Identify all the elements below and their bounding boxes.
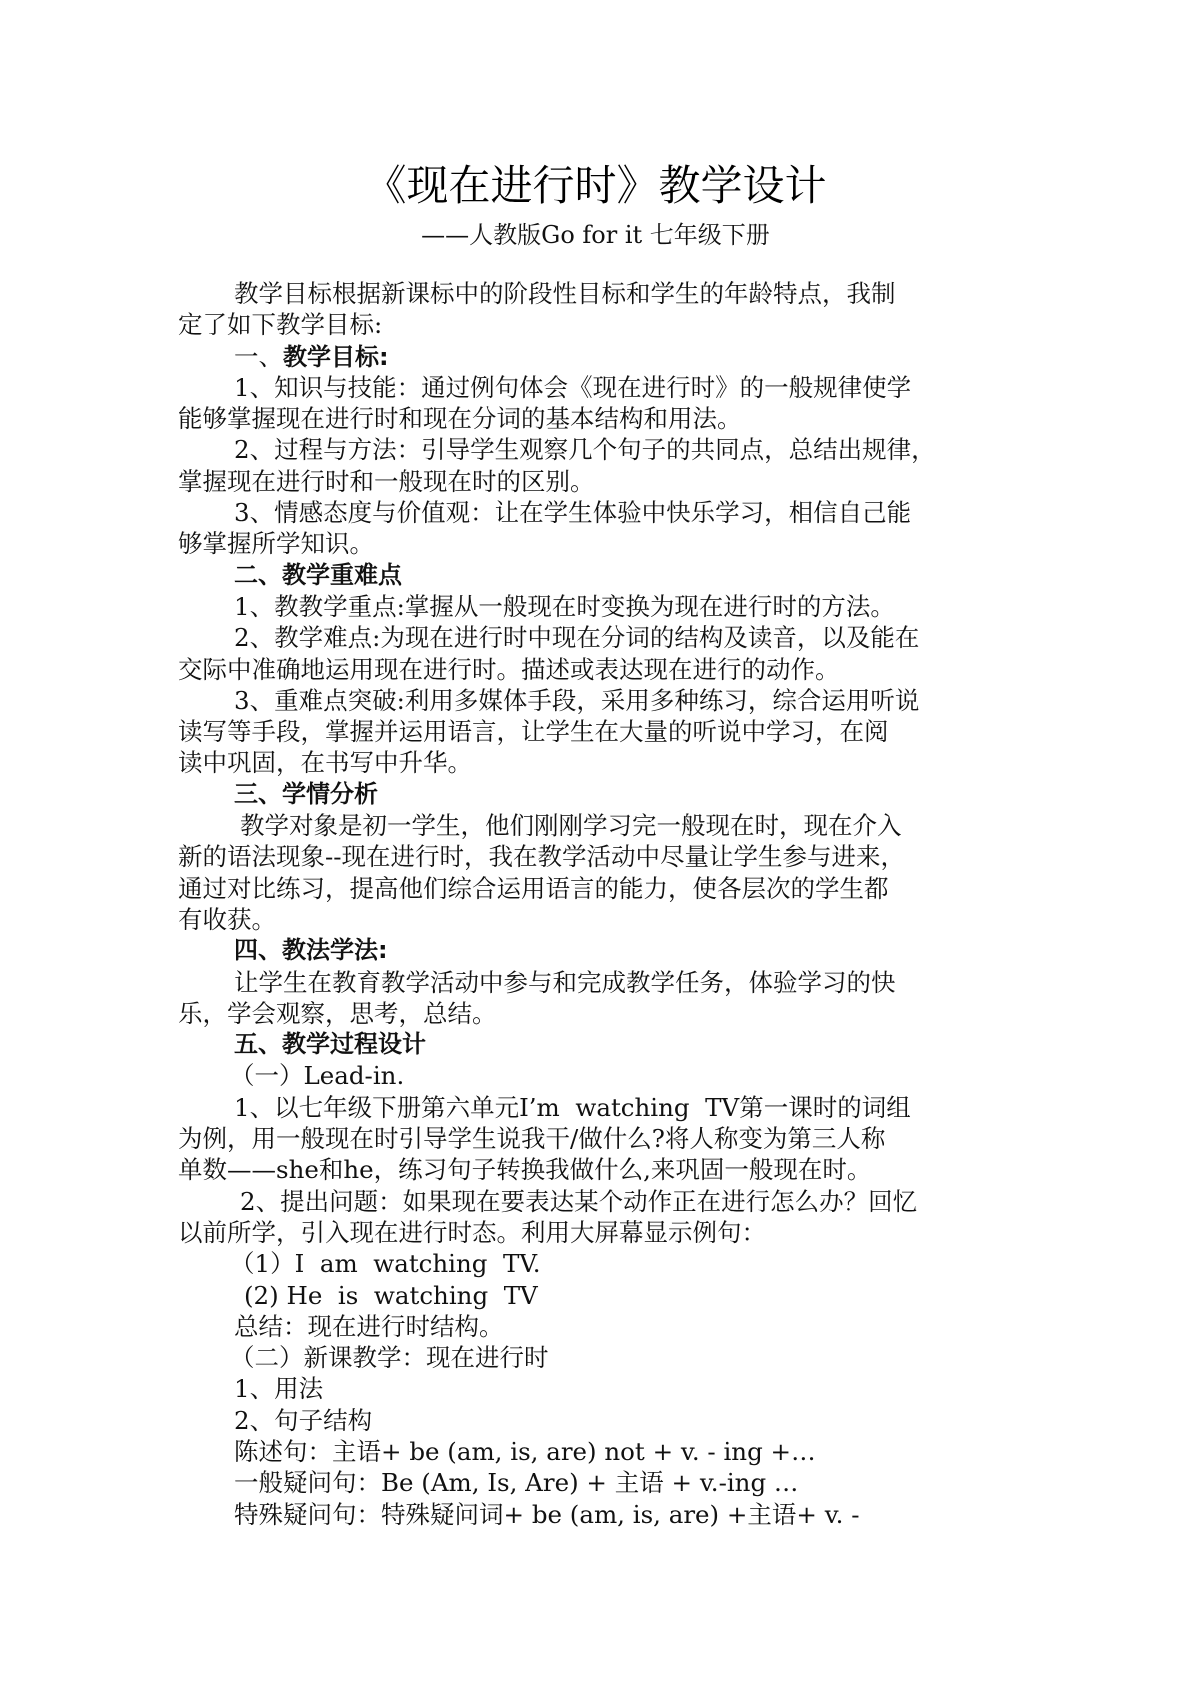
- objective-line: 2、过程与方法：引导学生观察几个句子的共同点，总结出规律，: [234, 435, 936, 465]
- intro-line: 定了如下教学目标:: [178, 310, 383, 340]
- method-line: 让学生在教育教学活动中参与和完成教学任务，体验学习的快: [234, 967, 896, 997]
- document-body: [178, 278, 1018, 1530]
- analysis-line: 教学对象是初一学生，他们刚刚学习完一般现在时，现在介入: [240, 811, 902, 841]
- process-line: 2、提出问题：如果现在要表达某个动作正在进行怎么办？回忆: [240, 1186, 918, 1216]
- keypoint-line: 读写等手段，掌握并运用语言，让学生在大量的听说中学习，在阅: [178, 717, 889, 747]
- process-line: 以前所学，引入现在进行时态。利用大屏幕显示例句：: [178, 1217, 766, 1247]
- section-heading: 二、教学重难点: [234, 560, 402, 589]
- keypoint-line: 1、教教学重点:掌握从一般现在时变换为现在进行时的方法。: [234, 591, 895, 621]
- objective-line: 3、情感态度与价值观：让在学生体验中快乐学习，相信自己能: [234, 498, 912, 528]
- intro-line: 教学目标根据新课标中的阶段性目标和学生的年龄特点，我制: [234, 279, 896, 308]
- structure-line: 一般疑问句：Be (Am, Is, Are) + 主语 + v.-ing …: [234, 1468, 799, 1498]
- analysis-line: 通过对比练习，提高他们综合运用语言的能力，使各层次的学生都: [178, 873, 889, 903]
- objective-line: 掌握现在进行时和一般现在时的区别。: [178, 466, 595, 496]
- structure-line: 陈述句：主语+ be (am, is, are) not + v. - ing +…: [234, 1436, 816, 1466]
- objective-line: 够掌握所学知识。: [178, 529, 374, 559]
- objective-line: 能够掌握现在进行时和现在分词的基本结构和用法。: [178, 404, 742, 434]
- document-subtitle: ——人教版Go for it 七年级下册: [421, 221, 770, 249]
- structure-line: 特殊疑问句：特殊疑问词+ be (am, is, are) +主语+ v. -: [234, 1499, 860, 1529]
- method-line: 乐，学会观察，思考，总结。: [178, 998, 497, 1028]
- process-line: 为例，用一般现在时引导学生说我干/做什么?将人称变为第三人称: [178, 1124, 886, 1154]
- subsection-heading: （二）新课教学：现在进行时: [230, 1343, 549, 1373]
- analysis-line: 有收获。: [178, 904, 276, 934]
- section-heading: 四、教法学法:: [234, 936, 388, 965]
- section-heading: 五、教学过程设计: [234, 1030, 426, 1059]
- keypoint-line: 2、教学难点:为现在进行时中现在分词的结构及读音，以及能在: [234, 623, 920, 653]
- objective-line: 1、知识与技能：通过例句体会《现在进行时》的一般规律使学: [234, 372, 912, 402]
- example-sentence: （1）I am watching TV.: [230, 1249, 541, 1279]
- section-number: 一、: [234, 341, 283, 371]
- section-heading: [178, 341, 1018, 372]
- analysis-line: 新的语法现象--现在进行时，我在教学活动中尽量让学生参与进来，: [178, 842, 906, 872]
- section-heading-text: 教学目标:: [283, 342, 389, 371]
- keypoint-line: 读中巩固，在书写中升华。: [178, 748, 472, 778]
- subitem-line: 1、用法: [234, 1374, 324, 1404]
- keypoint-line: 3、重难点突破:利用多媒体手段，采用多种练习，综合运用听说: [234, 685, 920, 715]
- subsection-heading: （一）Lead-in.: [230, 1061, 405, 1091]
- process-line: 1、以七年级下册第六单元I’m watching TV第一课时的词组: [234, 1092, 911, 1122]
- document-title: 《现在进行时》教学设计: [364, 161, 827, 210]
- example-sentence: (2) He is watching TV: [244, 1280, 538, 1310]
- subitem-line: 2、句子结构: [234, 1405, 373, 1435]
- keypoint-line: 交际中准确地运用现在进行时。描述或表达现在进行的动作。: [178, 654, 840, 684]
- section-heading: 三、学情分析: [234, 779, 378, 808]
- process-line: 单数——she和he，练习句子转换我做什么,来巩固一般现在时。: [178, 1155, 872, 1185]
- summary-line: 总结：现在进行时结构。: [234, 1311, 504, 1341]
